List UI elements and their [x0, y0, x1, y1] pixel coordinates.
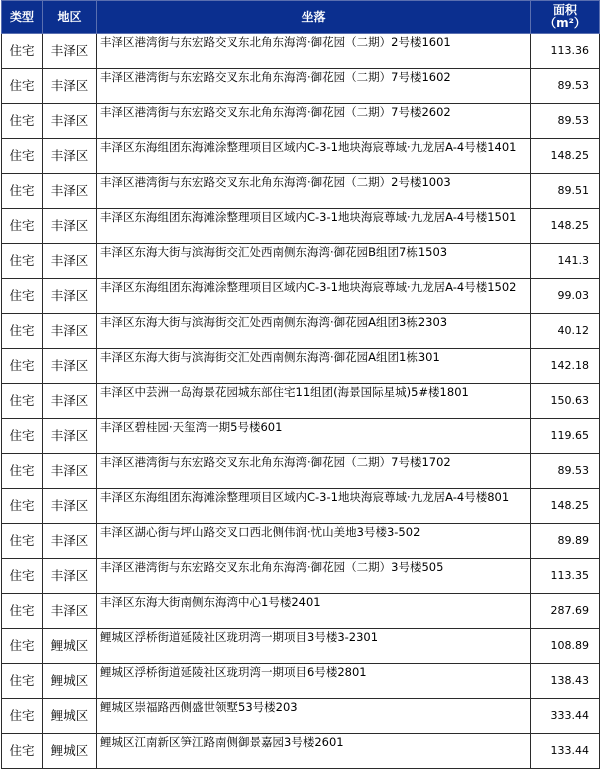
- table-row: [2, 209, 600, 244]
- cell-district: 鲤城区: [43, 664, 97, 699]
- cell-location: 丰泽区碧桂园·天玺湾一期5号楼601: [97, 419, 531, 454]
- cell-area: 113.36: [531, 34, 600, 69]
- cell-district: 丰泽区: [43, 314, 97, 349]
- cell-district: 丰泽区: [43, 34, 97, 69]
- cell-location: 丰泽区港湾街与东宏路交叉东北角东海湾·御花园（二期）3号楼505: [97, 559, 531, 594]
- cell-type: 住宅: [2, 419, 43, 454]
- cell-location: 丰泽区东海大街与滨海街交汇处西南侧东海湾·御花园B组团7栋1503: [97, 244, 531, 279]
- cell-area: 287.69: [531, 594, 600, 629]
- cell-location: 鲤城区浮桥街道延陵社区珑玥湾一期项目3号楼3-2301: [97, 629, 531, 664]
- table-row: [2, 104, 600, 139]
- cell-area: 148.25: [531, 209, 600, 244]
- cell-district: 丰泽区: [43, 279, 97, 314]
- table-row: [2, 524, 600, 559]
- cell-district: 丰泽区: [43, 209, 97, 244]
- cell-district: 丰泽区: [43, 69, 97, 104]
- header-area: [531, 1, 600, 34]
- cell-type: 住宅: [2, 734, 43, 769]
- cell-district: 丰泽区: [43, 174, 97, 209]
- cell-type: 住宅: [2, 34, 43, 69]
- cell-type: 住宅: [2, 699, 43, 734]
- cell-area: 119.65: [531, 419, 600, 454]
- cell-district: 鲤城区: [43, 699, 97, 734]
- cell-location: 丰泽区东海组团东海滩涂整理项目区域内C-3-1地块海宸尊域·九龙居A-4号楼1501: [97, 209, 531, 244]
- header-district: 地区: [43, 1, 97, 34]
- cell-area: 89.89: [531, 524, 600, 559]
- cell-type: 住宅: [2, 594, 43, 629]
- table-row: [2, 34, 600, 69]
- cell-location: 丰泽区港湾街与东宏路交叉东北角东海湾·御花园（二期）7号楼2602: [97, 104, 531, 139]
- table-row: [2, 629, 600, 664]
- cell-type: 住宅: [2, 559, 43, 594]
- table-row: [2, 559, 600, 594]
- cell-location: 丰泽区东海大街南侧东海湾中心1号楼2401: [97, 594, 531, 629]
- cell-district: 丰泽区: [43, 524, 97, 559]
- cell-type: 住宅: [2, 139, 43, 174]
- cell-area: 138.43: [531, 664, 600, 699]
- cell-type: 住宅: [2, 174, 43, 209]
- cell-type: 住宅: [2, 454, 43, 489]
- cell-area: 113.35: [531, 559, 600, 594]
- cell-area: 89.51: [531, 174, 600, 209]
- cell-location: 鲤城区崇福路西侧盛世领墅53号楼203: [97, 699, 531, 734]
- table-row: [2, 279, 600, 314]
- table-row: [2, 594, 600, 629]
- cell-location: 丰泽区港湾街与东宏路交叉东北角东海湾·御花园（二期）7号楼1602: [97, 69, 531, 104]
- cell-location: 丰泽区东海组团东海滩涂整理项目区域内C-3-1地块海宸尊域·九龙居A-4号楼1401: [97, 139, 531, 174]
- cell-area: 148.25: [531, 139, 600, 174]
- header-location: 坐落: [97, 1, 531, 34]
- cell-area: 40.12: [531, 314, 600, 349]
- table-row: [2, 489, 600, 524]
- cell-location: 丰泽区港湾街与东宏路交叉东北角东海湾·御花园（二期）7号楼1702: [97, 454, 531, 489]
- cell-area: 108.89: [531, 629, 600, 664]
- cell-district: 丰泽区: [43, 104, 97, 139]
- cell-area: 89.53: [531, 69, 600, 104]
- cell-type: 住宅: [2, 279, 43, 314]
- cell-district: 丰泽区: [43, 419, 97, 454]
- cell-type: 住宅: [2, 524, 43, 559]
- cell-location: 丰泽区东海大街与滨海街交汇处西南侧东海湾·御花园A组团1栋301: [97, 349, 531, 384]
- cell-district: 丰泽区: [43, 454, 97, 489]
- cell-district: 丰泽区: [43, 594, 97, 629]
- table-row: [2, 314, 600, 349]
- table-row: [2, 139, 600, 174]
- table-row: [2, 69, 600, 104]
- property-table: [1, 0, 600, 769]
- header-row: [2, 1, 600, 34]
- cell-type: 住宅: [2, 209, 43, 244]
- cell-district: 丰泽区: [43, 139, 97, 174]
- table-row: [2, 174, 600, 209]
- cell-district: 丰泽区: [43, 559, 97, 594]
- cell-type: 住宅: [2, 489, 43, 524]
- header-type: 类型: [2, 1, 43, 34]
- cell-location: 丰泽区东海组团东海滩涂整理项目区域内C-3-1地块海宸尊域·九龙居A-4号楼1502: [97, 279, 531, 314]
- cell-district: 鲤城区: [43, 629, 97, 664]
- cell-district: 丰泽区: [43, 349, 97, 384]
- cell-type: 住宅: [2, 314, 43, 349]
- cell-type: 住宅: [2, 629, 43, 664]
- table-row: [2, 454, 600, 489]
- cell-location: 鲤城区浮桥街道延陵社区珑玥湾一期项目6号楼2801: [97, 664, 531, 699]
- table-row: [2, 384, 600, 419]
- cell-district: 丰泽区: [43, 384, 97, 419]
- cell-location: 丰泽区港湾街与东宏路交叉东北角东海湾·御花园（二期）2号楼1601: [97, 34, 531, 69]
- table-row: [2, 419, 600, 454]
- cell-location: 丰泽区东海组团东海滩涂整理项目区域内C-3-1地块海宸尊域·九龙居A-4号楼801: [97, 489, 531, 524]
- cell-area: 89.53: [531, 454, 600, 489]
- cell-area: 99.03: [531, 279, 600, 314]
- table-row: [2, 349, 600, 384]
- cell-area: 148.25: [531, 489, 600, 524]
- cell-area: 89.53: [531, 104, 600, 139]
- cell-area: 333.44: [531, 699, 600, 734]
- cell-location: 丰泽区港湾街与东宏路交叉东北角东海湾·御花园（二期）2号楼1003: [97, 174, 531, 209]
- table-row: [2, 699, 600, 734]
- header-area-label: 面积: [552, 3, 577, 17]
- table-row: [2, 734, 600, 769]
- cell-type: 住宅: [2, 664, 43, 699]
- cell-location: 丰泽区中芸洲一岛海景花园城东部住宅11组团(海景国际星城)5#楼1801: [97, 384, 531, 419]
- cell-area: 142.18: [531, 349, 600, 384]
- table-row: [2, 244, 600, 279]
- cell-location: 丰泽区湖心街与坪山路交叉口西北侧伟润·忧山美地3号楼3-502: [97, 524, 531, 559]
- header-area-unit: （m²）: [544, 16, 586, 30]
- cell-area: 150.63: [531, 384, 600, 419]
- cell-type: 住宅: [2, 244, 43, 279]
- cell-location: 鲤城区江南新区笋江路南侧御景嘉园3号楼2601: [97, 734, 531, 769]
- cell-district: 丰泽区: [43, 489, 97, 524]
- cell-district: 丰泽区: [43, 244, 97, 279]
- cell-district: 鲤城区: [43, 734, 97, 769]
- cell-type: 住宅: [2, 69, 43, 104]
- cell-type: 住宅: [2, 384, 43, 419]
- cell-type: 住宅: [2, 349, 43, 384]
- cell-area: 141.3: [531, 244, 600, 279]
- cell-location: 丰泽区东海大街与滨海街交汇处西南侧东海湾·御花园A组团3栋2303: [97, 314, 531, 349]
- cell-type: 住宅: [2, 104, 43, 139]
- cell-area: 133.44: [531, 734, 600, 769]
- table-row: [2, 664, 600, 699]
